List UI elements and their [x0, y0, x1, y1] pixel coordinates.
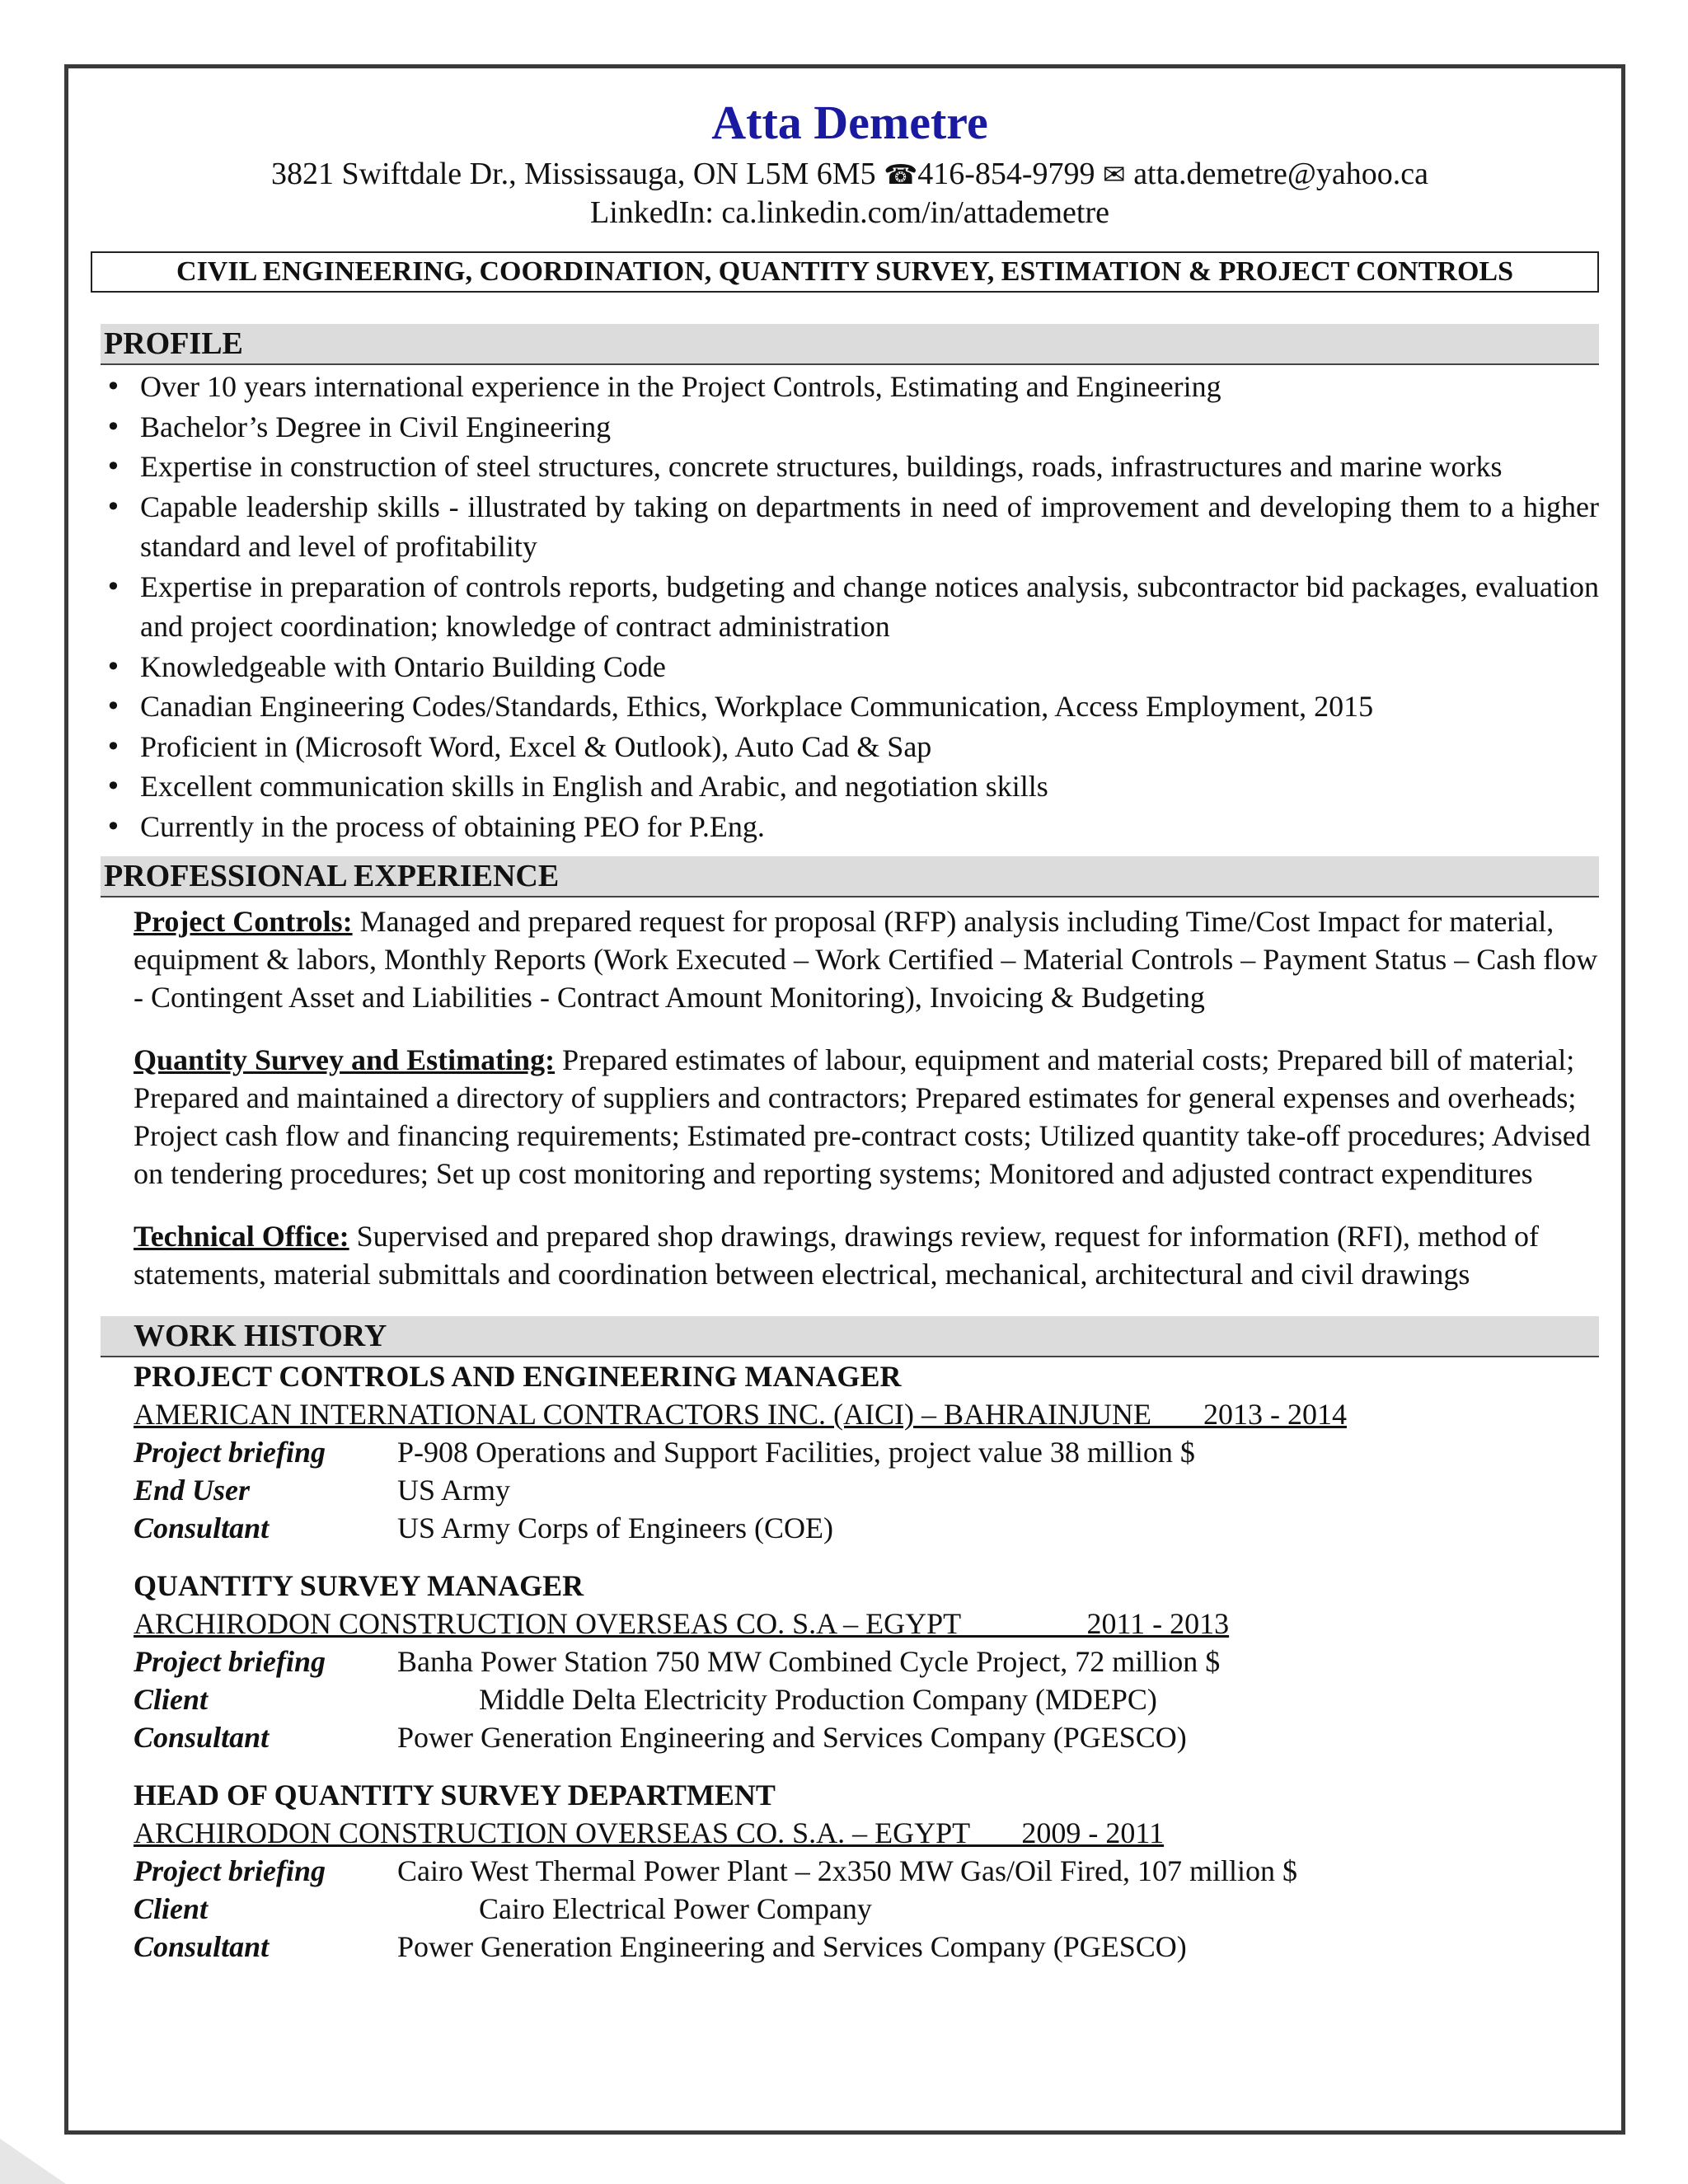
- experience-item: [134, 1041, 1599, 1193]
- profile-list: [101, 367, 1599, 846]
- envelope-icon: ✉: [1103, 158, 1126, 190]
- experience-item: [134, 1217, 1599, 1293]
- job-detail-row: [134, 1890, 1599, 1928]
- profile-bullet: • Proficient in (Microsoft Word, Excel & Outlook), Auto Cad & Sap: [101, 727, 1599, 767]
- job-detail-row: [134, 1433, 1599, 1471]
- experience-item-title: Quantity Survey and Estimating:: [134, 1043, 556, 1076]
- profile-bullet: • Excellent communication skills in English and Arabic, and negotiation skills: [101, 766, 1599, 807]
- job-detail-value: Cairo West Thermal Power Plant – 2x350 MW Gas/Oil Fired, 107 million $: [397, 1854, 1298, 1887]
- experience-item-text: Managed and prepared request for proposal (RFP) analysis including Time/Cost Impact for material, equipment & labors, Monthly Reports (Work Executed – Work Certified – Material Controls – Payment Status – Cash flow - Contingent Asset and Liabilities - Contract Amount Monitoring), Invoicing & Budgeting: [134, 905, 1598, 1014]
- job-detail-row: [134, 1471, 1599, 1509]
- profile-bullet: • Expertise in construction of steel structures, concrete structures, buildings, roads, infrastructures and marine works: [101, 447, 1599, 487]
- job-entry: [134, 1567, 1599, 1756]
- job-detail-value: Middle Delta Electricity Production Company (MDEPC): [397, 1683, 1157, 1716]
- job-entry: [134, 1776, 1599, 1966]
- email-address[interactable]: atta.demetre@yahoo.ca: [1133, 157, 1428, 191]
- profile-bullet: • Knowledgeable with Ontario Building Code: [101, 647, 1599, 687]
- experience-item-text: Prepared estimates of labour, equipment and material costs; Prepared bill of material; Prepared and maintained a directory of suppliers and contractors; Prepared estimates for general expenses and overheads; Project cash flow and financing requirements; Estimated pre-contract costs; Utilized quantity take-off procedures; Advised on tendering procedures; Set up cost monitoring and reporting systems; Monitored and adjusted contract expenditures: [134, 1043, 1591, 1190]
- job-list: [101, 1357, 1599, 1966]
- phone-number[interactable]: 416-854-9799: [917, 157, 1095, 191]
- job-company: ARCHIRODON CONSTRUCTION OVERSEAS CO. S.A – EGYPT 2011 - 2013: [134, 1607, 1230, 1640]
- job-detail-row: [134, 1718, 1599, 1756]
- linkedin-url[interactable]: LinkedIn: ca.linkedin.com/in/attademetre: [590, 195, 1109, 230]
- job-detail-value: P-908 Operations and Support Facilities, project value 38 million $: [397, 1436, 1195, 1469]
- experience-item-title: Technical Office:: [134, 1220, 349, 1253]
- job-detail-value: Banha Power Station 750 MW Combined Cycle Project, 72 million $: [397, 1645, 1221, 1678]
- job-detail-label: Project briefing: [134, 1436, 326, 1469]
- job-detail-value: US Army: [397, 1474, 511, 1507]
- job-detail-label: Consultant: [134, 1511, 270, 1544]
- contact-line: [101, 155, 1599, 194]
- work-history-heading: WORK HISTORY: [101, 1316, 1599, 1357]
- experience-item-text: Supervised and prepared shop drawings, drawings review, request for information (RFI), method of statements, material submittals and coordination between electrical, mechanical, architectural and civil drawings: [134, 1220, 1539, 1291]
- job-detail-label: Client: [134, 1892, 209, 1925]
- job-detail-row: [134, 1643, 1599, 1680]
- job-title: PROJECT CONTROLS AND ENGINEERING MANAGER: [134, 1360, 902, 1393]
- resume-document: [101, 92, 1599, 1966]
- job-detail-value: Power Generation Engineering and Services Company (PGESCO): [397, 1930, 1187, 1963]
- profile-bullet: • Canadian Engineering Codes/Standards, Ethics, Workplace Communication, Access Employment, 2015: [101, 687, 1599, 727]
- profile-bullet: • Currently in the process of obtaining PEO for P.Eng.: [101, 807, 1599, 847]
- job-title: QUANTITY SURVEY MANAGER: [134, 1569, 584, 1602]
- profile-bullet: • Bachelor’s Degree in Civil Engineering: [101, 407, 1599, 448]
- job-detail-label: End User: [134, 1474, 251, 1507]
- job-detail-value: US Army Corps of Engineers (COE): [397, 1511, 833, 1544]
- job-title: HEAD OF QUANTITY SURVEY DEPARTMENT: [134, 1779, 776, 1811]
- job-detail-value: Power Generation Engineering and Services Company (PGESCO): [397, 1721, 1187, 1754]
- page-curl-decoration: [0, 2139, 66, 2184]
- job-company: AMERICAN INTERNATIONAL CONTRACTORS INC. (AICI) – BAHRAINJUNE 2013 - 2014: [134, 1398, 1347, 1431]
- experience-heading: PROFESSIONAL EXPERIENCE: [101, 856, 1599, 898]
- profile-heading: PROFILE: [101, 324, 1599, 365]
- specialties-banner: CIVIL ENGINEERING, COORDINATION, QUANTITY SURVEY, ESTIMATION & PROJECT CONTROLS: [91, 251, 1599, 293]
- profile-bullet: • Capable leadership skills - illustrated by taking on departments in need of improvement and developing them to a higher standard and level of profitability: [101, 487, 1599, 567]
- job-company: ARCHIRODON CONSTRUCTION OVERSEAS CO. S.A. – EGYPT 2009 - 2011: [134, 1816, 1165, 1849]
- job-detail-row: [134, 1680, 1599, 1718]
- job-detail-row: [134, 1852, 1599, 1890]
- address: 3821 Swiftdale Dr., Mississauga, ON L5M 6M5: [271, 157, 876, 191]
- job-detail-value: Cairo Electrical Power Company: [397, 1892, 872, 1925]
- job-detail-label: Project briefing: [134, 1854, 326, 1887]
- job-detail-label: Consultant: [134, 1721, 270, 1754]
- job-detail-row: [134, 1928, 1599, 1966]
- experience-item-title: Project Controls:: [134, 905, 353, 938]
- job-detail-row: [134, 1509, 1599, 1547]
- job-detail-label: Client: [134, 1683, 209, 1716]
- phone-icon: ☎: [884, 158, 918, 190]
- job-detail-label: Consultant: [134, 1930, 270, 1963]
- experience-item: [134, 902, 1599, 1016]
- job-detail-label: Project briefing: [134, 1645, 326, 1678]
- experience-list: [101, 902, 1599, 1293]
- profile-bullet: • Over 10 years international experience in the Project Controls, Estimating and Engineering: [101, 367, 1599, 407]
- profile-bullet: • Expertise in preparation of controls reports, budgeting and change notices analysis, subcontractor bid packages, evaluation and project coordination; knowledge of contract administration: [101, 567, 1599, 647]
- candidate-name: Atta Demetre: [711, 96, 988, 149]
- job-entry: [134, 1357, 1599, 1547]
